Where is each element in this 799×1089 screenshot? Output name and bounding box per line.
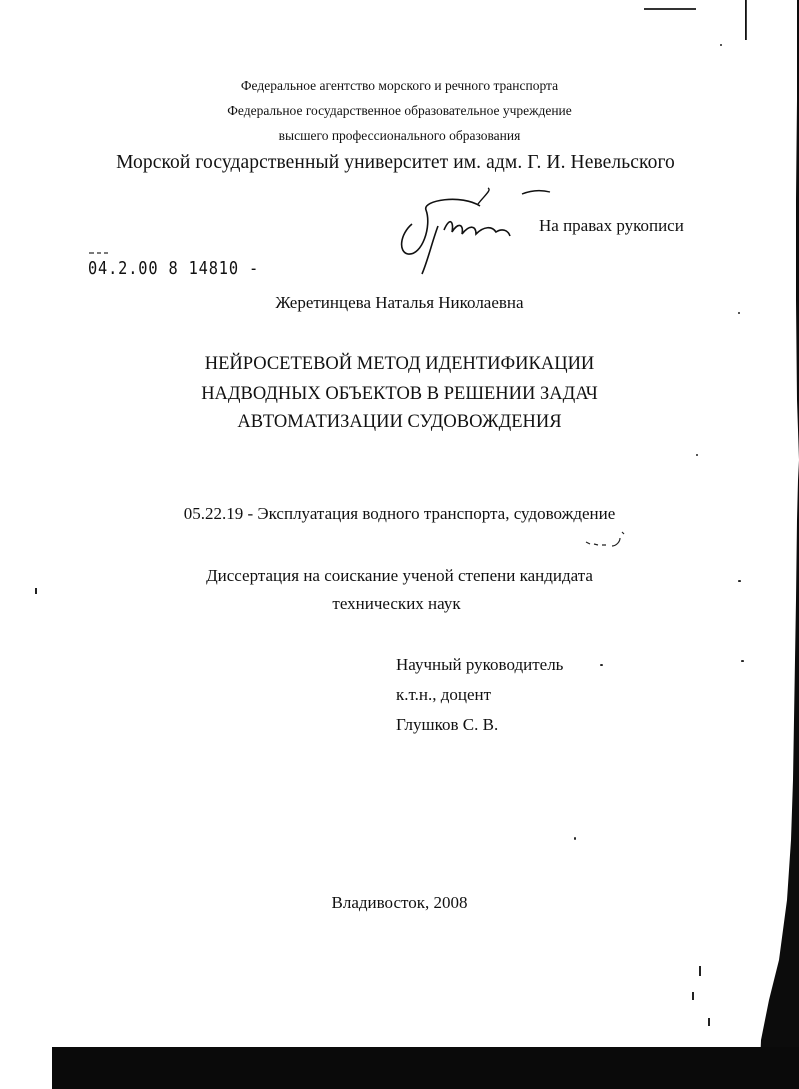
speck bbox=[699, 966, 701, 976]
university-name: Морской государственный университет им. адм. Г. И. Невельского bbox=[116, 152, 675, 173]
speck bbox=[574, 837, 576, 840]
title-line-1: НЕЙРОСЕТЕВОЙ МЕТОД ИДЕНТИФИКАЦИИ bbox=[204, 354, 595, 374]
institution-line: Федеральное государственное образовательное учреждение bbox=[227, 103, 572, 118]
speck bbox=[738, 312, 740, 314]
speck bbox=[35, 588, 37, 594]
agency-line: Федеральное агентство морского и речного транспорта bbox=[240, 78, 559, 93]
speck bbox=[738, 580, 741, 582]
speck bbox=[708, 1018, 710, 1026]
adviser-degree: к.т.н., доцент bbox=[396, 685, 492, 704]
adviser-name: Глушков С. В. bbox=[396, 715, 499, 734]
dissertation-line-1: Диссертация на соискание ученой степени кандидата bbox=[206, 566, 593, 585]
author-name: Жеретинцева Наталья Николаевна bbox=[275, 293, 524, 312]
speck bbox=[600, 664, 603, 666]
speck bbox=[696, 454, 698, 456]
adviser-label: Научный руководитель bbox=[396, 655, 564, 674]
pen-mark bbox=[584, 530, 628, 552]
education-line: высшего профессионального образования bbox=[278, 128, 521, 143]
speck bbox=[692, 992, 694, 1000]
place-year: Владивосток, 2008 bbox=[331, 893, 468, 912]
registration-code: 04.2.00 8 14810 - bbox=[88, 258, 260, 279]
manuscript-note: На правах рукописи bbox=[539, 216, 684, 235]
code-marks bbox=[88, 250, 112, 256]
scan-edge-bottom bbox=[52, 1047, 799, 1089]
scan-edge-right bbox=[739, 0, 799, 1089]
dissertation-line-2: технических наук bbox=[332, 594, 461, 613]
signature-icon bbox=[392, 186, 562, 278]
title-line-2: НАДВОДНЫХ ОБЪЕКТОВ В РЕШЕНИИ ЗАДАЧ bbox=[201, 384, 598, 404]
specialty-line: 05.22.19 - Эксплуатация водного транспорта, судовождение bbox=[183, 504, 616, 523]
scan-edge-top bbox=[640, 0, 700, 14]
title-line-3: АВТОМАТИЗАЦИИ СУДОВОЖДЕНИЯ bbox=[237, 412, 562, 432]
speck bbox=[720, 44, 722, 46]
speck bbox=[741, 660, 744, 662]
